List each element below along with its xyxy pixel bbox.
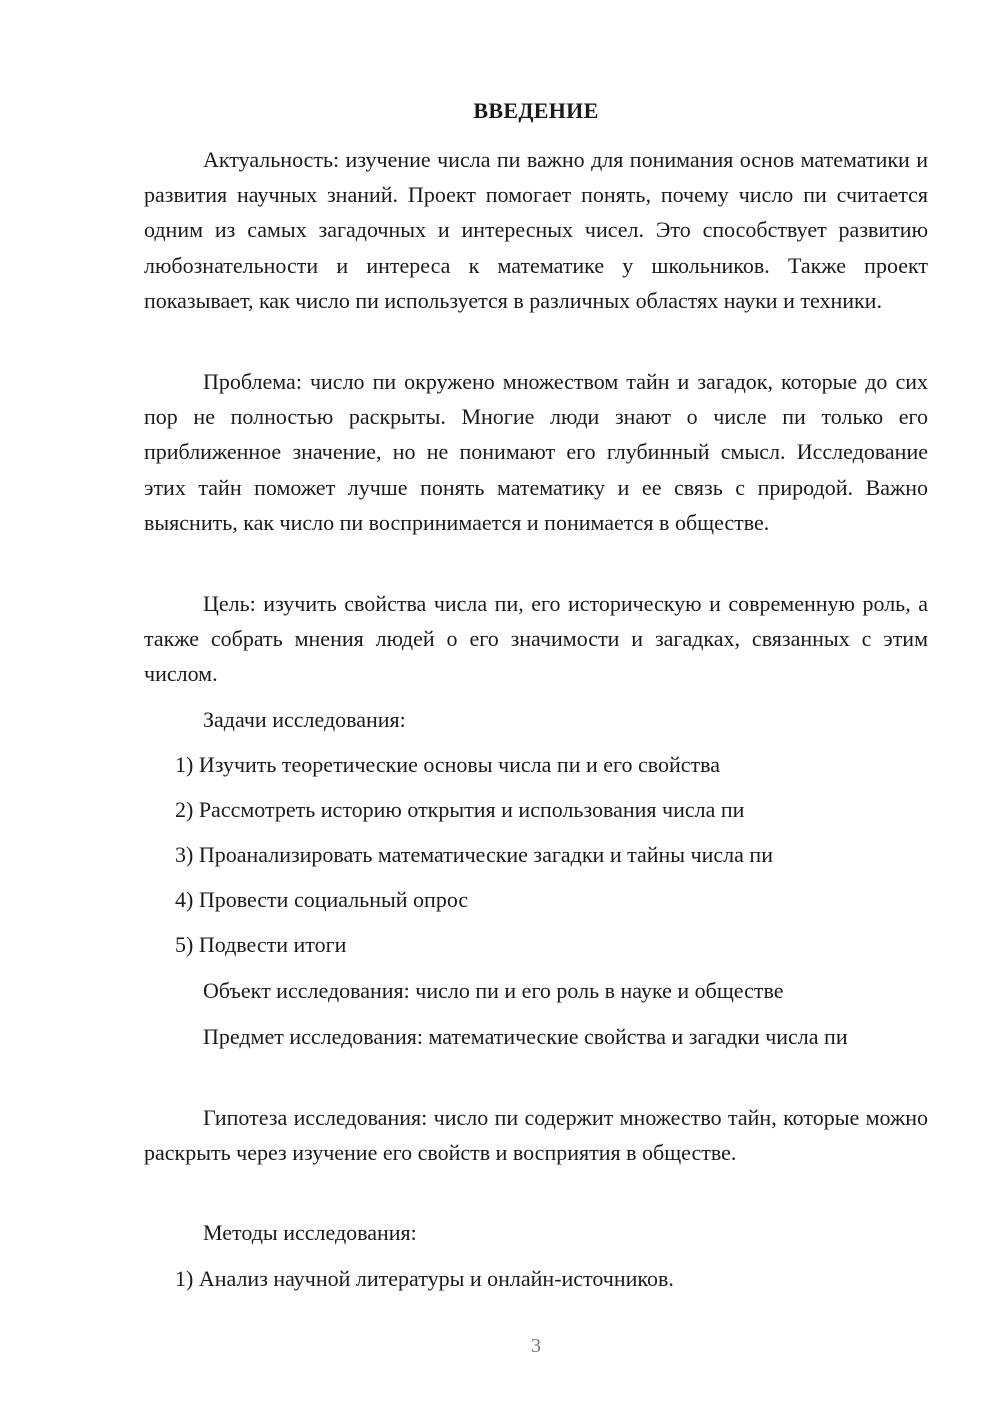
page-number: 3 (531, 1335, 541, 1357)
task-item: 4) Провести социальный опрос (175, 887, 469, 912)
object-line: Объект исследования: число пи и его роль в науке и обществе (203, 978, 784, 1003)
task-item: 3) Проанализировать математические загадки и тайны числа пи (175, 842, 773, 867)
task-item: 1) Изучить теоретические основы числа пи и его свойства (175, 752, 721, 777)
document-page (144, 0, 928, 1414)
task-item: 2) Рассмотреть историю открытия и использования числа пи (175, 797, 745, 822)
goal-paragraph: Цель: изучить свойства числа пи, его историческую и современную роль, а также собрать мнения людей о его значимости и загадках, связанных с этим числом. (144, 591, 928, 687)
method-item: 1) Анализ научной литературы и онлайн-источников. (175, 1266, 674, 1291)
section-heading: ВВЕДЕНИЕ (473, 98, 599, 123)
problem-paragraph: Проблема: число пи окружено множеством тайн и загадок, которые до сих пор не полностью раскрыты. Многие люди знают о числе пи только его приближенное значение, но не понимают его глубинный смысл. Исследование этих тайн поможет лучше понять математику и ее связь с природой. Важно выяснить, как число пи воспринимается и понимается в обществе. (144, 369, 928, 535)
task-item: 5) Подвести итоги (175, 932, 347, 957)
subject-paragraph: Предмет исследования: математические свойства и загадки числа пи (203, 1024, 848, 1049)
methods-title: Методы исследования: (203, 1220, 417, 1245)
relevance-paragraph: Актуальность: изучение числа пи важно для понимания основ математики и развития научных знаний. Проект помогает понять, почему число пи считается одним из самых загадочных и интересных чисел. Это способствует развитию любознательности и интереса к математике у школьников. Также проект показывает, как число пи используется в различных областях науки и техники. (144, 147, 928, 313)
tasks-title: Задачи исследования: (203, 707, 406, 732)
hypothesis-paragraph: Гипотеза исследования: число пи содержит множество тайн, которые можно раскрыть через изучение его свойств и восприятия в обществе. (144, 1105, 928, 1166)
